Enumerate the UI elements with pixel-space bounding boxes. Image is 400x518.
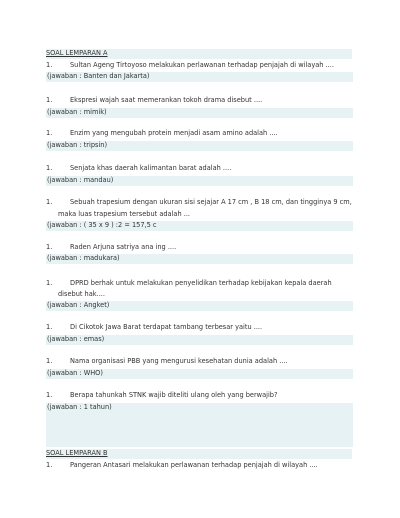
- answer-text: (jawaban : emas): [47, 335, 105, 343]
- question-text: Berapa tahunkah STNK wajib diteliti ulang oleh yang berwajib?: [70, 391, 278, 399]
- question-text: Di Cikotok Jawa Barat terdapat tambang terbesar yaitu ....: [70, 323, 263, 331]
- answer-row: [46, 369, 353, 379]
- question-text: Senjata khas daerah kalimantan barat adalah ....: [70, 164, 232, 172]
- question-text: Sebuah trapesium dengan ukuran sisi sejajar A 17 cm , B 18 cm, dan tingginya 9 cm,: [70, 198, 352, 206]
- answer-text: (jawaban : Banten dan Jakarta): [47, 72, 150, 80]
- question-text-continued: maka luas trapesium tersebut adalah ...: [58, 210, 191, 218]
- answer-row: [46, 403, 353, 447]
- question-text: Enzim yang mengubah protein menjadi asam amino adalah ....: [70, 129, 278, 137]
- question-text: Sultan Ageng Tirtoyoso melakukan perlawanan terhadap penjajah di wilayah ....: [70, 61, 334, 69]
- answer-text: (jawaban : mandau): [47, 176, 114, 184]
- question-text: DPRD berhak untuk melakukan penyelidikan terhadap kebijakan kepala daerah: [70, 279, 332, 287]
- question-number: 1.: [46, 129, 53, 137]
- answer-text: (jawaban : Angket): [47, 301, 110, 309]
- answer-row: [46, 254, 353, 264]
- question-number: 1.: [46, 279, 53, 287]
- section-heading-a: [46, 49, 352, 59]
- section-heading-b: [46, 449, 352, 459]
- answer-text: (jawaban : WHO): [47, 369, 103, 377]
- answer-text: (jawaban : mimik): [47, 108, 107, 116]
- question-number: 1.: [46, 391, 53, 399]
- question-text: Nama organisasi PBB yang mengurusi kesehatan dunia adalah ....: [70, 357, 288, 365]
- question-text: Pangeran Antasari melakukan perlawanan terhadap penjajah di wilayah ....: [70, 461, 318, 469]
- question-text: Ekspresi wajah saat memerankan tokoh drama disebut ....: [70, 96, 263, 104]
- answer-text: (jawaban : tripsin): [47, 141, 108, 149]
- section-title: SOAL LEMPARAN B: [46, 449, 108, 457]
- answer-row: [46, 335, 353, 345]
- question-number: 1.: [46, 323, 53, 331]
- answer-row: [46, 141, 353, 151]
- question-text: Raden Arjuna satriya ana ing ....: [70, 243, 177, 251]
- answer-text: (jawaban : madukara): [47, 254, 120, 262]
- answer-text: (jawaban : ( 35 x 9 ) :2 = 157,5 c: [47, 221, 157, 229]
- answer-row: [46, 221, 353, 231]
- answer-row: [46, 108, 353, 118]
- question-number: 1.: [46, 243, 53, 251]
- question-number: 1.: [46, 164, 53, 172]
- question-number: 1.: [46, 198, 53, 206]
- question-number: 1.: [46, 461, 53, 469]
- answer-row: [46, 72, 353, 82]
- answer-row: [46, 176, 353, 186]
- answer-row: [46, 301, 353, 311]
- question-text-continued: disebut hak....: [58, 290, 105, 298]
- question-number: 1.: [46, 96, 53, 104]
- section-title: SOAL LEMPARAN A: [46, 49, 108, 57]
- question-number: 1.: [46, 357, 53, 365]
- question-number: 1.: [46, 61, 53, 69]
- answer-text: (jawaban : 1 tahun): [47, 403, 112, 411]
